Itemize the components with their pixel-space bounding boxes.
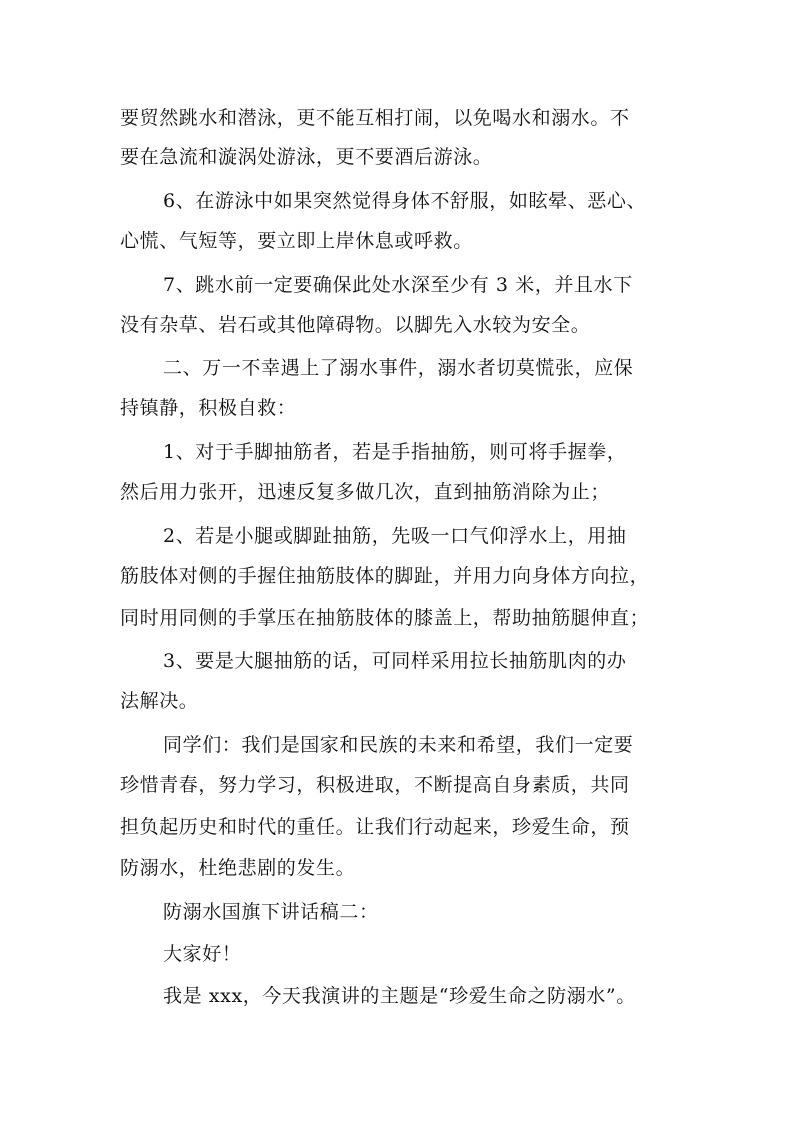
text-line: 要在急流和漩涡处游泳，更不要酒后游泳。 xyxy=(120,146,493,168)
text-line: 我是 xxx，今天我演讲的主题是“珍爱生命之防溺水”。 xyxy=(163,985,636,1007)
text-line: 心慌、气短等，要立即上岸休息或呼救。 xyxy=(120,230,473,252)
text-line: 没有杂草、岩石或其他障碍物。以脚先入水较为安全。 xyxy=(120,314,591,336)
text-line: 1、对于手脚抽筋者，若是手指抽筋，则可将手握拳， xyxy=(163,441,627,463)
text-line: 筋肢体对侧的手握住抽筋肢体的脚趾，并用力向身体方向拉， xyxy=(120,565,650,587)
text-line: 2、若是小腿或脚趾抽筋，先吸一口气仰浮水上，用抽 xyxy=(163,525,627,547)
text-line: 法解决。 xyxy=(120,690,199,712)
text-line: 二、万一不幸遇上了溺水事件，溺水者切莫慌张，应保 xyxy=(163,357,634,379)
text-line: 然后用力张开，迅速反复多做几次，直到抽筋消除为止； xyxy=(120,481,611,503)
text-line: 7、跳水前一定要确保此处水深至少有 3 米，并且水下 xyxy=(163,274,633,296)
text-line: 3、要是大腿抽筋的话，可同样采用拉长抽筋肌肉的办 xyxy=(163,650,627,672)
text-line: 防溺水，杜绝悲剧的发生。 xyxy=(120,857,356,879)
text-line: 要贸然跳水和潜泳，更不能互相打闹，以免喝水和溺水。不 xyxy=(120,107,630,129)
text-line: 持镇静，积极自救： xyxy=(120,397,297,419)
text-line: 珍惜青春，努力学习，积极进取，不断提高自身素质，共同 xyxy=(120,774,630,796)
text-line: 6、在游泳中如果突然觉得身体不舒服，如眩晕、恶心、 xyxy=(163,190,647,212)
text-line: 大家好！ xyxy=(163,943,242,965)
text-line: 同学们：我们是国家和民族的未来和希望，我们一定要 xyxy=(163,734,634,756)
text-line: 防溺水国旗下讲话稿二： xyxy=(163,901,379,923)
text-line: 同时用同侧的手掌压在抽筋肢体的膝盖上，帮助抽筋腿伸直； xyxy=(120,607,650,629)
text-line: 担负起历史和时代的重任。让我们行动起来，珍爱生命，预 xyxy=(120,816,630,838)
